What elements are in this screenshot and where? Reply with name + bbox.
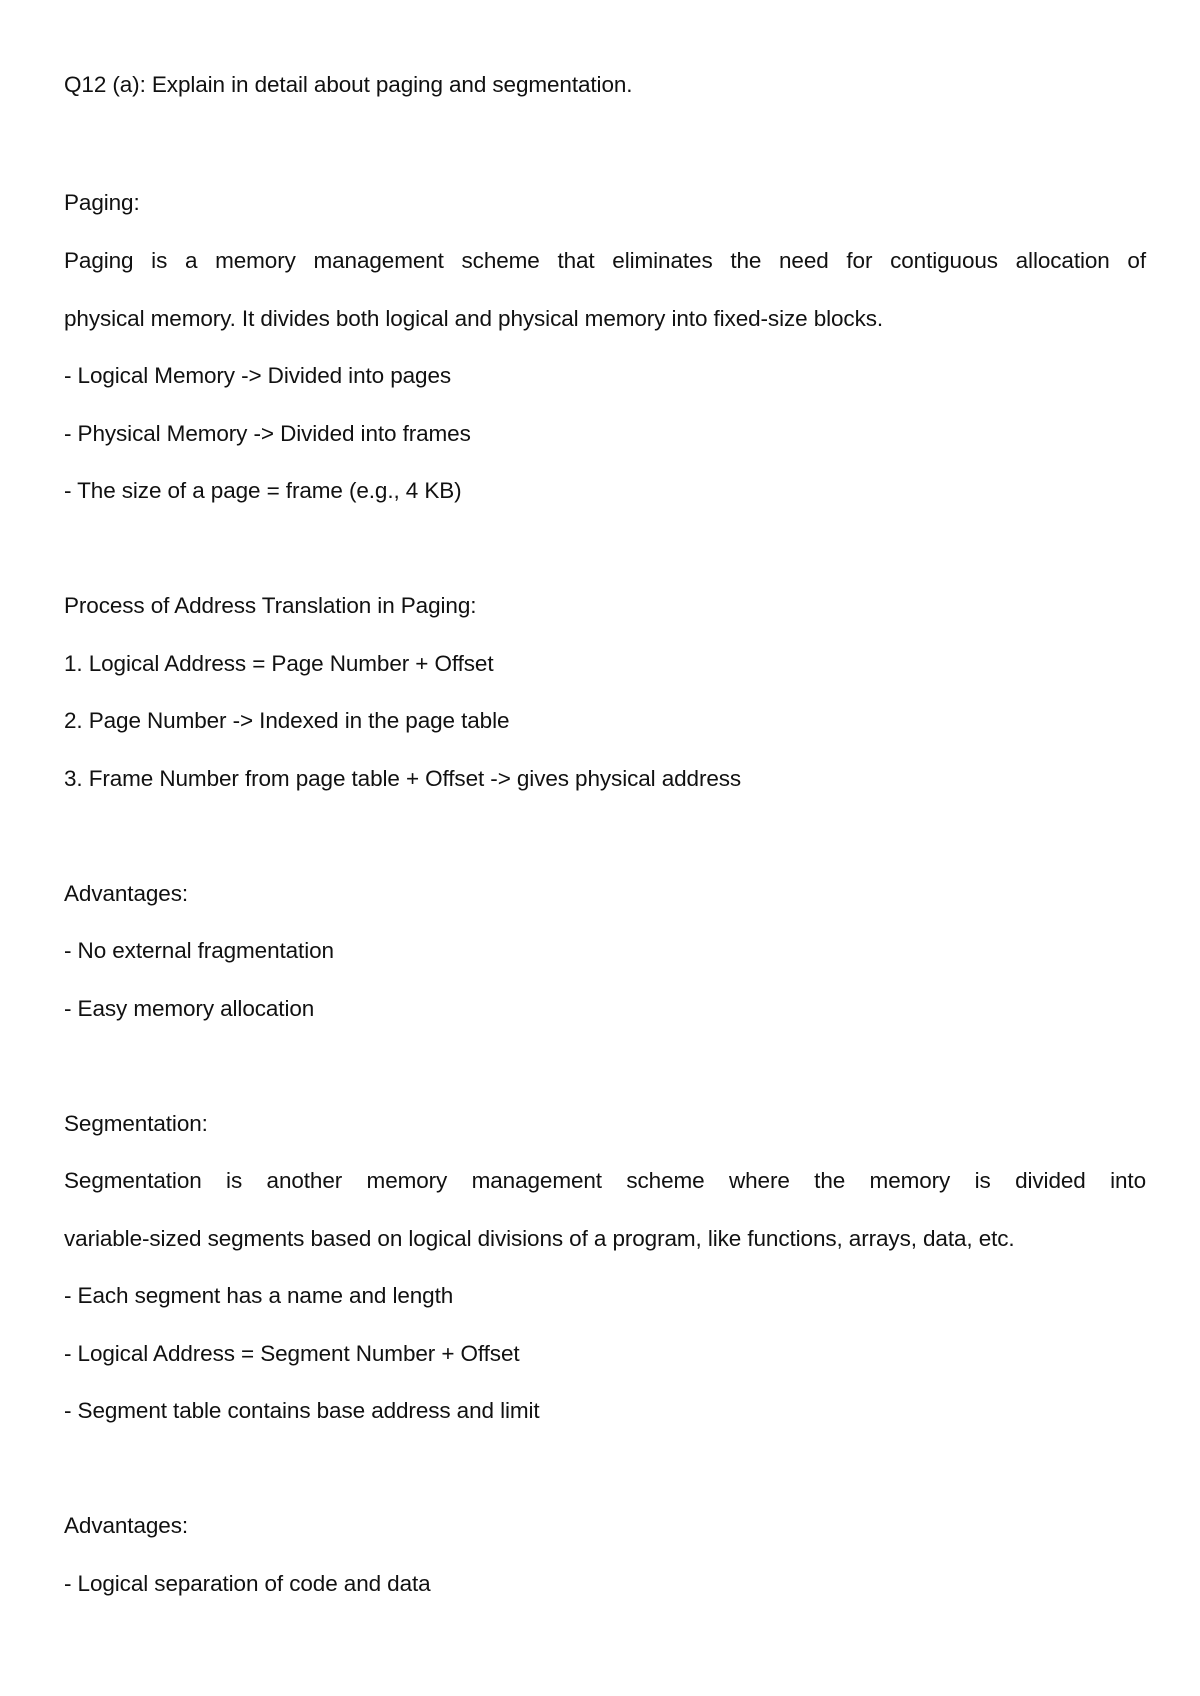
paging-point: - The size of a page = frame (e.g., 4 KB) <box>64 478 462 503</box>
paging-advantage: - Easy memory allocation <box>64 996 315 1021</box>
segmentation-advantage: - Logical separation of code and data <box>64 1571 431 1596</box>
paging-point: - Physical Memory -> Divided into frames <box>64 421 471 446</box>
segmentation-point: - Segment table contains base address and limit <box>64 1398 540 1423</box>
segmentation-advantages-heading: Advantages: <box>64 1513 188 1538</box>
paging-advantages-heading: Advantages: <box>64 881 188 906</box>
paging-heading: Paging: <box>64 190 140 215</box>
segmentation-description-line-1: Segmentation is another memory management scheme where the memory is divided into <box>64 1168 1146 1193</box>
paging-description-line-1: Paging is a memory management scheme that eliminates the need for contiguous allocation of <box>64 248 1146 273</box>
translation-step: 1. Logical Address = Page Number + Offset <box>64 651 494 676</box>
translation-step: 3. Frame Number from page table + Offset -> gives physical address <box>64 766 742 791</box>
question-title: Q12 (a): Explain in detail about paging and segmentation. <box>64 72 633 97</box>
paging-description-line-2: physical memory. It divides both logical and physical memory into fixed-size blocks. <box>64 306 884 331</box>
translation-heading: Process of Address Translation in Paging: <box>64 593 477 618</box>
segmentation-heading: Segmentation: <box>64 1111 208 1136</box>
segmentation-point: - Each segment has a name and length <box>64 1283 454 1308</box>
segmentation-point: - Logical Address = Segment Number + Offset <box>64 1341 520 1366</box>
segmentation-description-line-2: variable-sized segments based on logical divisions of a program, like functions, arrays, data, etc. <box>64 1226 1015 1251</box>
paging-point: - Logical Memory -> Divided into pages <box>64 363 452 388</box>
translation-step: 2. Page Number -> Indexed in the page table <box>64 708 510 733</box>
paging-advantage: - No external fragmentation <box>64 938 334 963</box>
